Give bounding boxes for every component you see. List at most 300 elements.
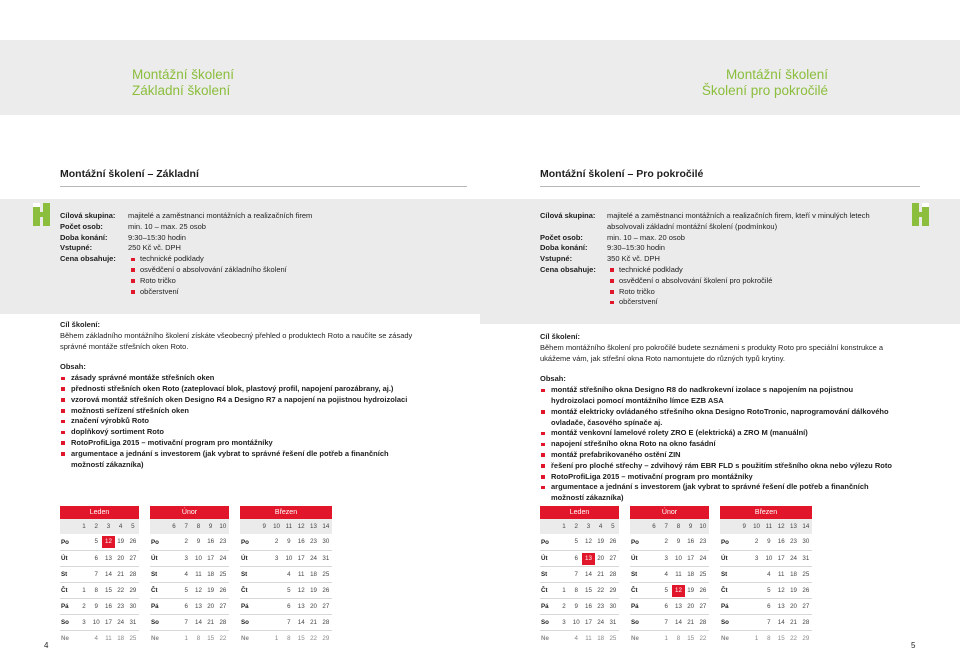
calendar-row — [60, 550, 139, 566]
calendar-month-header: Březen — [720, 506, 812, 519]
calendar-day: 14 — [105, 570, 112, 578]
week-number: 4 — [118, 523, 123, 530]
calendar-day: 12 — [777, 586, 785, 594]
list-item: RotoProfiLiga 2015 – motivační program pro montážníky — [540, 472, 895, 483]
day-label: St — [241, 571, 248, 578]
calendar-day: 8 — [676, 634, 681, 642]
calendar-day: 27 — [322, 602, 330, 610]
calendar-day: 8 — [767, 634, 771, 642]
info-row: osvědčení o absolvování základního školení — [60, 265, 460, 276]
list-item: argumentace a jednání s investorem (jak vybrat to správné řešení dle potřeb a finančních možností zákazníka) — [540, 482, 895, 504]
week-number: 9 — [742, 523, 746, 530]
calendar-day: 3 — [754, 554, 759, 562]
day-label: Út — [241, 555, 248, 562]
calendar-day: 2 — [274, 538, 279, 545]
calendar-day: 24 — [310, 554, 317, 562]
calendar-row — [240, 550, 332, 566]
calendar-day: 18 — [310, 570, 317, 578]
calendar-day: 20 — [310, 602, 317, 610]
calendar-row — [150, 534, 229, 550]
calendar-row — [720, 582, 812, 598]
day-label: Pá — [61, 603, 69, 610]
calendar-day: 23 — [219, 538, 227, 545]
calendar-row — [150, 630, 229, 646]
day-label: Út — [721, 555, 728, 562]
week-number: 4 — [598, 523, 603, 530]
calendar-day: 24 — [117, 618, 125, 626]
list-item: možnosti seřízení střešních oken — [60, 406, 420, 417]
calendar-row — [540, 534, 619, 550]
calendar-day: 22 — [790, 634, 797, 642]
calendar-row — [60, 534, 139, 550]
info-row: Cílová skupina: majitelé a zaměstnanci montážních a realizačních firem — [60, 211, 313, 220]
calendar-day: 30 — [129, 602, 137, 610]
calendar-day: 21 — [207, 618, 215, 626]
calendar-day: 6 — [94, 554, 98, 562]
calendar-day: 5 — [94, 538, 98, 545]
calendar-day: 9 — [287, 538, 291, 545]
calendar-day: 20 — [687, 602, 695, 610]
calendar-day: 22 — [699, 634, 707, 642]
left-content-list — [60, 373, 420, 470]
week-number: 5 — [611, 523, 615, 530]
calendar-day: 13 — [297, 602, 305, 610]
calendar-day: 29 — [322, 634, 330, 642]
week-number: 7 — [184, 523, 188, 530]
calendar-day: 22 — [219, 634, 227, 642]
day-label: Čt — [61, 587, 68, 594]
week-number: 10 — [273, 523, 280, 530]
calendar-row — [150, 598, 229, 614]
calendar-row — [240, 614, 332, 630]
week-number: 10 — [699, 523, 707, 530]
day-label: Pá — [541, 603, 549, 610]
calendar-row — [240, 598, 332, 614]
calendar-week-numbers — [630, 519, 709, 534]
calendar-day: 17 — [207, 554, 215, 562]
right-content-list — [540, 385, 895, 504]
calendar-day: 14 — [675, 618, 682, 626]
calendar-row — [540, 630, 619, 646]
day-label: Čt — [721, 587, 728, 594]
calendar-day: 9 — [94, 602, 98, 610]
calendar-day: 23 — [117, 602, 125, 610]
calendar-day: 7 — [767, 618, 771, 626]
calendar-day: 22 — [117, 586, 125, 594]
week-number: 10 — [219, 523, 227, 530]
day-label: Pá — [151, 603, 159, 610]
week-number: 6 — [652, 523, 656, 530]
calendar-month-header: Únor — [150, 506, 229, 519]
calendar-day: 22 — [310, 634, 317, 642]
calendar-week-numbers — [60, 519, 139, 534]
calendar-day: 2 — [754, 538, 759, 545]
info-row: občerstvení — [540, 297, 870, 308]
calendar-day: 28 — [219, 618, 227, 626]
calendar-day: 20 — [117, 554, 125, 562]
day-label: St — [631, 571, 638, 578]
calendar-day: 2 — [82, 602, 86, 610]
calendar-day: 26 — [219, 586, 227, 594]
calendar-day: 24 — [790, 554, 797, 562]
calendar-day: 17 — [777, 554, 785, 562]
info-row: Roto tričko — [60, 276, 460, 287]
calendar-day: 18 — [597, 634, 605, 642]
calendar-day: 27 — [219, 602, 227, 610]
calendar-day: 5 — [287, 586, 291, 594]
calendar-day: 23 — [310, 538, 317, 545]
list-item: napojení střešního okna Roto na okno fasádní — [540, 439, 895, 450]
calendar-day: 1 — [184, 634, 188, 642]
info-row: Cílová skupina: majitelé a zaměstnanci montážních a realizačních firem, kteří v minulých letech absolvovali základní montážní školení (podmínkou) — [540, 211, 870, 231]
calendar-day: 23 — [790, 538, 797, 545]
calendar-row — [60, 614, 139, 630]
list-item: řešení pro ploché střechy – zdvihový rám EBR FLD s použitím střešního okna nebo výlezu Roto — [540, 461, 895, 472]
calendar-day: 17 — [687, 554, 695, 562]
calendar-day: 17 — [105, 618, 112, 626]
calendar-day: 6 — [287, 602, 291, 610]
calendar-day: 1 — [82, 586, 86, 594]
calendar-day: 1 — [562, 586, 566, 594]
calendar-day: 29 — [129, 586, 137, 594]
day-label: Pá — [241, 603, 249, 610]
calendar-day: 27 — [129, 554, 137, 562]
calendar-day: 27 — [802, 602, 810, 610]
calendar-day: 7 — [184, 618, 188, 626]
calendar-day: 13 — [105, 554, 112, 562]
calendar-day: 28 — [129, 570, 137, 578]
calendar-day: 25 — [699, 570, 707, 578]
page-number-left: 4 — [44, 641, 49, 649]
calendar-day: 13 — [675, 602, 682, 610]
calendar-day: 18 — [117, 634, 125, 642]
calendar-day: 11 — [777, 570, 785, 578]
calendar-row — [240, 630, 332, 646]
calendar-row — [150, 582, 229, 598]
calendar-day: 25 — [322, 570, 330, 578]
calendar-day: 8 — [574, 586, 578, 594]
day-label: Čt — [241, 587, 248, 594]
list-item: zásady správné montáže střešních oken — [60, 373, 420, 384]
right-section-title: Montážní školení – Pro pokročilé — [540, 168, 704, 180]
calendar-row — [720, 550, 812, 566]
calendar-day: 3 — [184, 554, 188, 562]
left-banner — [0, 40, 480, 115]
day-label: Po — [151, 538, 159, 546]
week-number: 12 — [777, 523, 785, 530]
day-label: Út — [631, 555, 638, 562]
calendar-day: 10 — [285, 554, 293, 562]
week-number: 1 — [82, 523, 86, 530]
calendar-day: 28 — [699, 618, 707, 626]
calendar-day: 25 — [129, 634, 137, 642]
calendar-day: 10 — [92, 618, 100, 626]
week-number: 12 — [297, 523, 305, 530]
calendar-day: 6 — [767, 602, 771, 610]
week-number: 5 — [131, 523, 135, 530]
calendar-day: 18 — [790, 570, 797, 578]
list-item: přednosti střešních oken Roto (zateplovací blok, plastový profil, napojení parozábrany, aj.) — [60, 384, 420, 395]
day-label: Ne — [151, 635, 159, 642]
week-number: 9 — [688, 523, 693, 530]
calendar-month-březen — [720, 506, 812, 646]
calendar-row — [60, 582, 139, 598]
info-row: osvědčení o absolvování školení pro pokročilé — [540, 276, 870, 287]
week-number: 10 — [753, 523, 760, 530]
week-number: 13 — [310, 523, 317, 530]
left-section-title: Montážní školení – Základní — [60, 168, 199, 180]
calendar-day: 20 — [207, 602, 215, 610]
calendar-day: 6 — [664, 602, 668, 610]
calendar-row — [720, 614, 812, 630]
calendar-day: 14 — [297, 618, 305, 626]
calendar-row — [630, 630, 709, 646]
day-label: St — [151, 571, 158, 578]
calendar-day: 12 — [297, 586, 305, 594]
calendar-row — [630, 582, 709, 598]
calendar-day: 25 — [219, 570, 227, 578]
calendar-day: 2 — [184, 538, 188, 545]
calendar-day: 9 — [676, 538, 681, 545]
info-row: Počet osob: min. 10 – max. 25 osob — [60, 221, 206, 231]
calendar-day: 1 — [754, 634, 759, 642]
calendar-day: 15 — [687, 634, 695, 642]
calendar-day: 14 — [585, 570, 592, 578]
left-title-divider — [60, 186, 467, 187]
calendar-day: 28 — [609, 570, 617, 578]
calendar-day: 19 — [310, 586, 317, 594]
calendar-day: 27 — [609, 554, 617, 562]
week-number: 14 — [322, 523, 330, 530]
day-label: Po — [61, 538, 69, 546]
list-item: značení výrobků Roto — [60, 416, 420, 427]
info-row: Vstupné: 350 Kč vč. DPH — [540, 254, 660, 264]
calendar-day: 11 — [297, 570, 305, 578]
right-banner-title: Montážní školení Školení pro pokročilé — [701, 67, 828, 98]
calendar-day: 14 — [777, 618, 785, 626]
week-number: 9 — [262, 523, 266, 530]
calendar-row — [540, 566, 619, 582]
calendar-day: 31 — [609, 618, 617, 626]
info-row: občerstvení — [60, 287, 460, 298]
calendar-day: 5 — [664, 586, 668, 594]
calendar-day: 3 — [274, 554, 279, 562]
calendar-day: 25 — [609, 634, 617, 642]
calendar-day: 9 — [196, 538, 201, 545]
day-label: Pá — [721, 603, 729, 610]
calendar-day: 4 — [287, 570, 291, 578]
calendar-row — [630, 550, 709, 566]
calendar-day: 1 — [274, 634, 279, 642]
calendar-row — [60, 566, 139, 582]
calendar-day: 6 — [574, 554, 578, 562]
calendar-row — [720, 598, 812, 614]
calendar-row — [540, 598, 619, 614]
week-number: 2 — [574, 523, 578, 530]
info-row: Doba konání: 9:30–15:30 hodin — [60, 232, 186, 242]
calendar-day: 24 — [219, 554, 227, 562]
calendar-month-únor — [630, 506, 709, 646]
calendar-month-leden — [540, 506, 619, 646]
list-item: doplňkový sortiment Roto — [60, 427, 420, 438]
calendar-month-header: Leden — [540, 506, 619, 519]
day-label: Út — [151, 555, 158, 562]
calendar-day: 3 — [664, 554, 668, 562]
list-item: montáž prefabrikovaného ostění ZIN — [540, 450, 895, 461]
calendar-row — [720, 534, 812, 550]
calendar-month-únor — [150, 506, 229, 646]
calendar-day: 8 — [94, 586, 98, 594]
calendar-day: 17 — [585, 618, 592, 626]
info-row: Počet osob: min. 10 – max. 20 osob — [540, 232, 685, 242]
calendar-day: 19 — [117, 538, 125, 545]
calendar-day: 18 — [687, 570, 695, 578]
week-number: 8 — [196, 523, 201, 530]
list-item: montáž venkovní lamelové rolety ZRO E (elektrická) a ZRO M (manuální) — [540, 428, 895, 439]
calendar-row — [630, 598, 709, 614]
calendar-month-header: Únor — [630, 506, 709, 519]
calendar-day: 7 — [287, 618, 291, 626]
day-label: Pá — [631, 603, 639, 610]
week-number: 11 — [285, 523, 293, 530]
right-goal: Cíl školení: Během montážního školení pro pokročilé budete seznámeni s produkty Roto pro speciální konstrukce a ukážeme vám, jak střešní okna Roto namontujete do různých typů krytiny. Obsah: montáž střešního okna Designo R8 do nadkrokevní izolace s napojením na pojistnou hydroizolaci pomocí montážního límce EZB ASA montáž elektricky ovládaného střešního okna Designo RotoTronic, naprogramování dálkového ovladače, časového spínače aj. montáž venkovní lamelové rolety ZRO E (elektrická) a ZRO M (manuální) napojení střešního okna Roto na okno fasádní montáž prefabrikovaného ostění ZIN řešení pro ploché střechy – zdvihový rám EBR FLD s použitím střešního okna nebo výlezu Roto RotoProfiLiga 2015 – motivační program pro montážníky argumentace a jednání s investorem (jak vybrat to správné řešení dle potřeb a finančních možností zákazníka) — [540, 332, 895, 504]
day-label: St — [541, 571, 548, 578]
day-label: Čt — [541, 587, 548, 594]
calendar-day: 31 — [802, 554, 810, 562]
calendar-day: 4 — [767, 570, 771, 578]
calendar-day: 14 — [195, 618, 202, 626]
calendar-day: 25 — [802, 570, 810, 578]
calendar-day: 19 — [790, 586, 797, 594]
right-banner — [480, 40, 960, 115]
calendar-day: 4 — [664, 570, 668, 578]
calendar-day: 2 — [562, 602, 566, 610]
calendar-day: 8 — [287, 634, 291, 642]
calendar-day: 23 — [597, 602, 605, 610]
calendar-day: 9 — [574, 602, 578, 610]
calendar-day: 7 — [664, 618, 668, 626]
day-label: So — [541, 619, 549, 626]
day-label: So — [241, 619, 249, 626]
day-label: Po — [721, 538, 729, 546]
calendar-day: 20 — [790, 602, 797, 610]
calendar-day: 13 — [777, 602, 785, 610]
calendar-day: 1 — [664, 634, 668, 642]
day-label: Ne — [61, 635, 69, 642]
calendar-day: 16 — [207, 538, 215, 545]
calendar-row — [60, 598, 139, 614]
list-item: montáž střešního okna Designo R8 do nadkrokevní izolace s napojením na pojistnou hydroizolaci pomocí montážního límce EZB ASA — [540, 385, 895, 407]
day-label: Po — [241, 538, 249, 546]
calendar-day: 30 — [609, 602, 617, 610]
calendar-row — [150, 566, 229, 582]
calendar-day: 16 — [585, 602, 592, 610]
calendar-day: 12 — [195, 586, 202, 594]
calendar-day: 11 — [195, 570, 202, 578]
calendar-day: 16 — [687, 538, 695, 545]
calendar-day: 7 — [574, 570, 578, 578]
calendar-day: 2 — [664, 538, 668, 545]
calendar-day: 17 — [297, 554, 305, 562]
calendar-day: 8 — [196, 634, 201, 642]
left-info-table — [60, 211, 460, 297]
calendar-day: 21 — [790, 618, 797, 626]
calendar-day: 31 — [129, 618, 137, 626]
calendar-day: 5 — [184, 586, 188, 594]
list-item: RotoProfiLiga 2015 – motivační program pro montážníky — [60, 438, 420, 449]
calendar-day: 21 — [117, 570, 125, 578]
calendar-day: 26 — [802, 586, 810, 594]
calendar-row — [630, 534, 709, 550]
calendar-day: 16 — [777, 538, 785, 545]
info-row: Cena obsahuje: technické podklady — [60, 254, 460, 265]
calendar-row — [540, 614, 619, 630]
calendar-day: 31 — [322, 554, 330, 562]
calendar-day: 18 — [207, 570, 215, 578]
calendar-day: 12 — [102, 536, 114, 548]
calendar-day: 12 — [672, 585, 684, 597]
calendar-day: 29 — [609, 586, 617, 594]
calendar-day: 26 — [322, 586, 330, 594]
day-label: Ne — [721, 635, 729, 642]
calendar-day: 4 — [94, 634, 98, 642]
day-label: Út — [61, 555, 68, 562]
calendar-day: 26 — [609, 538, 617, 545]
week-number: 6 — [172, 523, 176, 530]
calendar-day: 30 — [802, 538, 810, 545]
week-number: 13 — [790, 523, 797, 530]
calendar-day: 11 — [105, 634, 112, 642]
list-item: argumentace a jednání s investorem (jak vybrat to správné řešení dle potřeb a finančních možností zákazníka) — [60, 449, 420, 471]
left-goal: Cíl školení: Během základního montážního školení získáte všeobecný přehled o produktech Roto a naučíte se zásady správné montáže střešních oken Roto. Obsah: zásady správné montáže střešních oken přednosti střešních oken Roto (zateplovací blok, plastový profil, napojení parozábrany, aj.) vzorová montáž střešních oken Designo R4 a Designo R7 a napojení na pojistnou hydroizolaci možnosti seřízení střešních oken značení výrobků Roto doplňkový sortiment Roto RotoProfiLiga 2015 – motivační program pro montážníky argumentace a jednání s investorem (jak vybrat to správné řešení dle potřeb a finančních možností zákazníka) — [60, 320, 420, 470]
day-label: So — [631, 619, 639, 626]
calendar-row — [150, 614, 229, 630]
calendar-row — [60, 630, 139, 646]
calendar-day: 21 — [687, 618, 695, 626]
calendar-day: 26 — [699, 586, 707, 594]
calendar-day: 19 — [207, 586, 215, 594]
calendar-day: 4 — [574, 634, 578, 642]
calendar-row — [720, 566, 812, 582]
calendar-week-numbers — [150, 519, 229, 534]
calendar-day: 28 — [322, 618, 330, 626]
page-number-right: 5 — [911, 641, 916, 649]
calendar-day: 15 — [297, 634, 305, 642]
roto-logo-icon — [912, 203, 929, 226]
calendar-day: 28 — [802, 618, 810, 626]
calendar-row — [240, 566, 332, 582]
calendar-day: 10 — [675, 554, 682, 562]
calendar-day: 24 — [699, 554, 707, 562]
calendar-day: 3 — [562, 618, 566, 626]
calendar-day: 15 — [777, 634, 785, 642]
left-banner-title: Montážní školení Základní školení — [132, 67, 235, 98]
list-item: montáž elektricky ovládaného střešního okna Designo RotoTronic, naprogramování dálkového ovladače, časového spínače aj. — [540, 407, 895, 429]
calendar-day: 24 — [597, 618, 605, 626]
week-number: 2 — [94, 523, 98, 530]
week-number: 3 — [586, 523, 591, 530]
calendar-day: 20 — [597, 554, 605, 562]
calendar-day: 10 — [572, 618, 580, 626]
calendar-row — [720, 630, 812, 646]
calendar-row — [150, 550, 229, 566]
day-label: Ne — [541, 635, 549, 642]
day-label: So — [61, 619, 69, 626]
week-number: 7 — [664, 523, 668, 530]
calendar-day: 26 — [129, 538, 137, 545]
calendar-month-březen — [240, 506, 332, 646]
day-label: Po — [541, 538, 549, 546]
